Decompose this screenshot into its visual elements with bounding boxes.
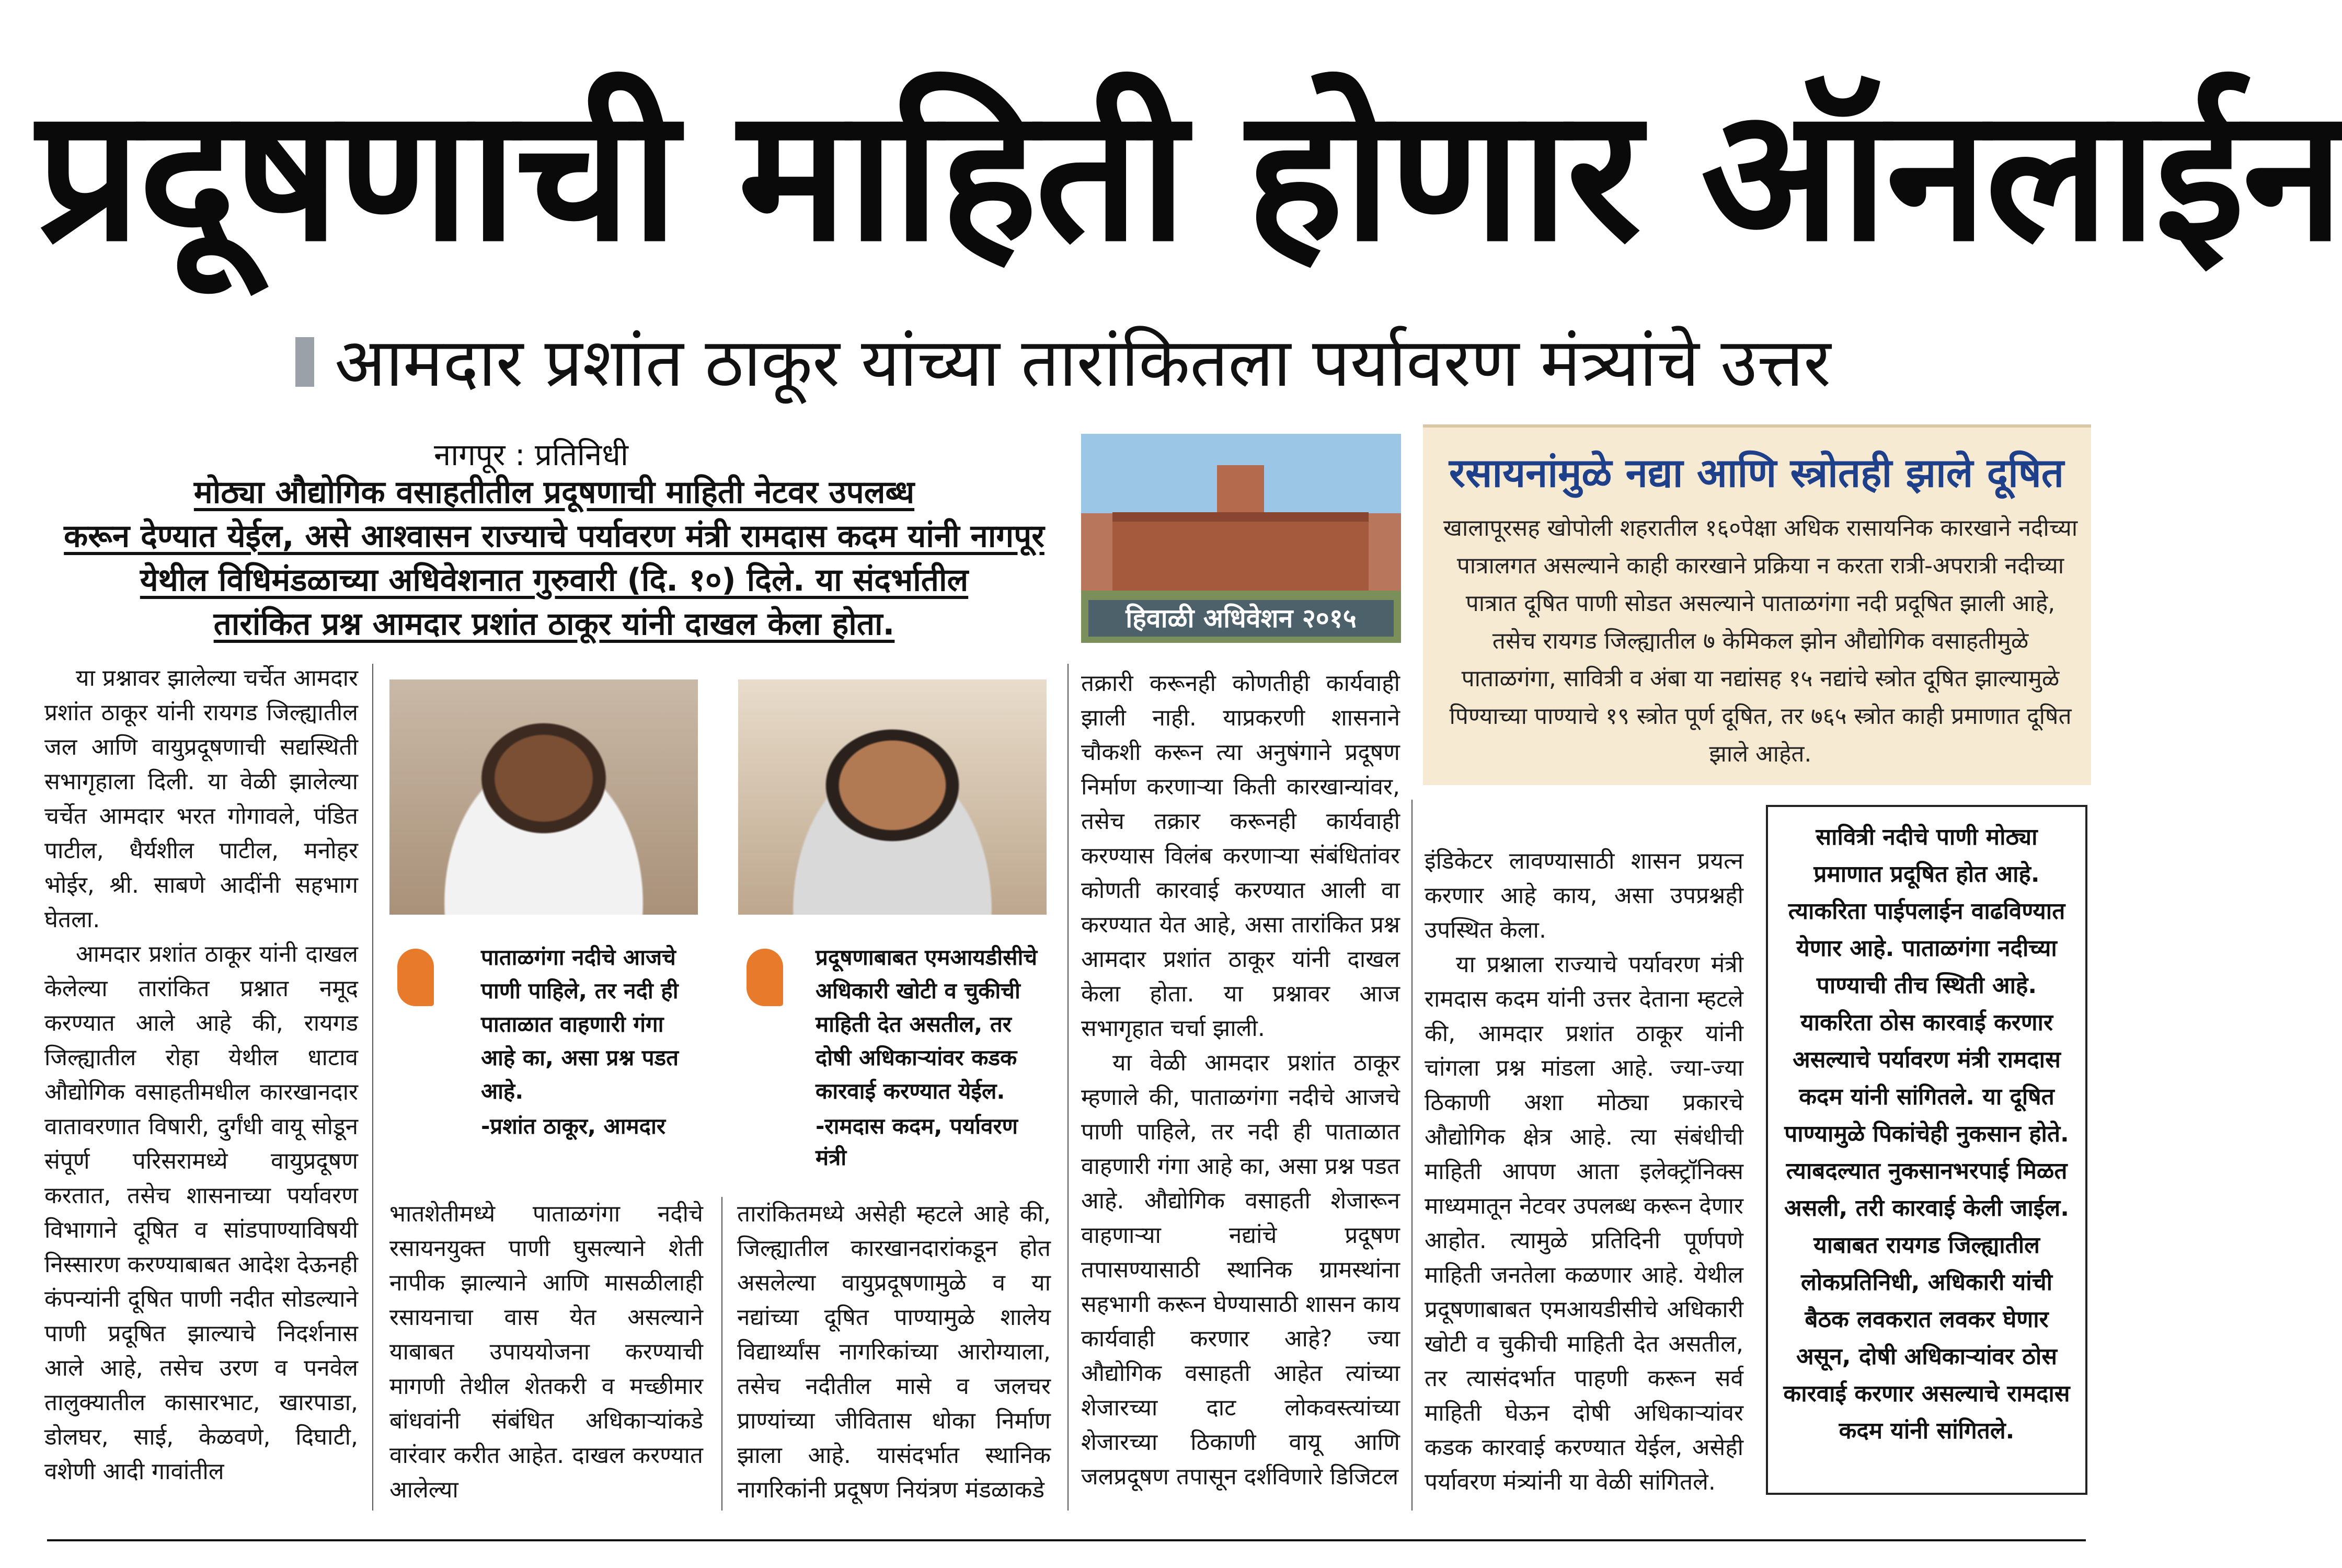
paragraph: तक्रारी करूनही कोणतीही कार्यवाही झाली नाही. याप्रकरणी शासनाने चौकशी करून त्या अनुषंगाने प्रदूषण निर्माण करणाऱ्या किती कारखान्यांवर, तसेच तक्रार करूनही कार्यवाही करण्यास विलंब करणाऱ्या संबंधितांवर कोणती कारवाई करण्यात आली वा करण्यात येत आहे, असा तारांकित प्रश्न आमदार प्रशांत ठाकूर यांनी दाखल केला होता. या प्रश्नावर आज सभागृहात चर्चा झाली. — [1081, 670, 1400, 1042]
photo-prashant-thakur — [389, 679, 698, 915]
intro-line: येथील विधिमंडळाच्या अधिवेशनात गुरुवारी (दि. १०) दिले. या संदर्भातील — [140, 562, 969, 598]
article-column-3: तारांकितमध्ये असेही म्हटले आहे की, जिल्ह्यातील कारखानदारांकडून होत असलेल्या वायुप्रदूषणामुळे व या नद्यांच्या दूषित पाण्यामुळे शालेय विद्यार्थ्यांस नागरिकांच्या आरोग्याला, तसेच नदीतील मासे व जलचर प्राण्यांच्या जीवितास धोका निर्माण झाला आहे. यासंदर्भात स्थानिक नागरिकांनी प्रदूषण नियंत्रण मंडळाकडे — [737, 1201, 1051, 1503]
photo-assembly-building — [1081, 434, 1401, 643]
sidebar-body: खालापूरसह खोपोली शहरातील १६०पेक्षा अधिक रासायनिक कारखाने नदीच्या पात्रालगत असल्याने काही कारखाने प्रक्रिया न करता रात्री-अपरात्री नदीच्या पात्रात दूषित पाणी सोडत असल्याने पाताळगंगा नदी प्रदूषित झाली आहे, तसेच रायगड जिल्ह्यातील ७ केमिकल झोन औद्योगिक वसाहतीमुळे पाताळगंगा, सावित्री व अंबा या नद्यांसह १५ नद्यांचे स्त्रोत दूषित झाल्यामुळे पिण्याच्या पाण्याचे १९ स्त्रोत पूर्ण दूषित, तर ७६५ स्त्रोत काही प्रमाणात दूषित झाले आहेत. — [1443, 515, 2078, 767]
column-rule — [721, 1197, 722, 1511]
article-column-2: भातशेतीमध्ये पाताळगंगा नदीचे रसायनयुक्त पाणी घुसल्याने शेती नापीक झाल्याने आणि मासळीलाही रसायनाचा वास येत असल्याने याबाबत उपाययोजना करण्याची मागणी तेथील शेतकरी व मच्छीमार बांधवांनी संबंधित अधिकाऱ्यांकडे वारंवार करीत आहेत. दाखल करण्यात आलेल्या — [389, 1201, 703, 1503]
headline: प्रदूषणाची माहिती होणार ऑनलाईन — [37, 68, 2342, 282]
intro-line: मोठ्या औद्योगिक वसाहतीतील प्रदूषणाची माहिती नेटवर उपलब्ध — [193, 474, 915, 511]
column-rule — [1411, 800, 1413, 1511]
article-column-1 — [44, 661, 358, 1513]
paragraph: इंडिकेटर लावण्यासाठी शासन प्रयत्न करणार आहे काय, असा उपप्रश्नही उपस्थित केला. — [1425, 848, 1743, 943]
quote-attribution: -रामदास कदम, पर्यावरण मंत्री — [816, 1113, 1018, 1170]
photo-caption: हिवाळी अधिवेशन २०१५ — [1088, 600, 1394, 637]
paragraph: या प्रश्नाला राज्याचे पर्यावरण मंत्री रामदास कदम यांनी उत्तर देताना म्हटले की, आमदार प्रशांत ठाकूर यांनी चांगला प्रश्न मांडला आहे. ज्या-ज्या ठिकाणी अशा मोठ्या प्रकारचे औद्योगिक क्षेत्र आहे. त्या संबंधीची माहिती आपण आता इलेक्ट्रॉनिक्स माध्यमातून नेटवर उपलब्ध करून देणार आहोत. त्यामुळे प्रतिदिनी पूर्णपणे माहिती जनतेला कळणार आहे. येथील प्रदूषणाबाबत एमआयडीसीचे अधिकारी खोटी व चुकीची माहिती देत असतील, तर त्यासंदर्भात पाहणी करून सर्व माहिती घेऊन दोषी अधिकाऱ्यांवर कडक कारवाई करण्यात येईल, असेही पर्यावरण मंत्र्यांनी या वेळी सांगितले. — [1425, 951, 1743, 1495]
intro-line: तारांकित प्रश्न आमदार प्रशांत ठाकूर यांनी दाखल केला होता. — [213, 606, 895, 642]
quote-attribution: -प्रशांत ठाकूर, आमदार — [481, 1113, 666, 1139]
boxed-note: सावित्री नदीचे पाणी मोठ्या प्रमाणात प्रदूषित होत आहे. त्याकरिता पाईपलाईन वाढविण्यात येणार आहे. पाताळगंगा नदीच्या पाण्याची तीच स्थिती आहे. याकरिता ठोस कारवाई करणार असल्याचे पर्यावरण मंत्री रामदास कदम यांनी सांगितले. या दूषित पाण्यामुळे पिकांचेही नुकसान होते. त्याबदल्यात नुकसानभरपाई मिळत असली, तरी कारवाई केली जाईल. याबाबत रायगड जिल्ह्यातील लोकप्रतिनिधी, अधिकारी यांची बैठक लवकरात लवकर घेणार असून, दोषी अधिकाऱ्यांवर ठोस कारवाई करणार असल्याचे रामदास कदम यांनी सांगितले. — [1766, 805, 2087, 1495]
paragraph: आमदार प्रशांत ठाकूर यांनी दाखल केलेल्या तारांकित प्रश्नात नमूद करण्यात आले आहे की, रायगड जिल्ह्यातील रोहा येथील धाटाव औद्योगिक वसाहतीमधील कारखानदार वातावरणात विषारी, दुर्गंधी वायू सोडून संपूर्ण परिसरामध्ये वायुप्रदूषण करतात, तसेच शासनाच्या पर्यावरण विभागाने दूषित व सांडपाण्याविषयी निस्सारण करण्याबाबत आदेश देऊनही कंपन्यांनी दूषित पाणी नदीत सोडल्याने पाणी प्रदूषित झाल्याचे निदर्शनास आले आहे, तसेच उरण व पनवेल तालुक्यातील कासारभाट, खारपाडा, डोलघर, साई, केळवणे, दिघाटी, वशेणी आदी गावांतील — [44, 941, 358, 1485]
article-column-4 — [1081, 666, 1400, 1516]
column-rule — [1067, 664, 1069, 1511]
subheadline: आमदार प्रशांत ठाकूर यांच्या तारांकितला पर्यावरण मंत्र्यांचे उत्तर — [335, 324, 1831, 402]
photo-ramdas-kadam — [738, 679, 1047, 915]
paragraph: या प्रश्नावर झालेल्या चर्चेत आमदार प्रशांत ठाकूर यांनी रायगड जिल्ह्यातील जल आणि वायुप्रदूषणाची सद्यस्थिती सभागृहाला दिली. या वेळी झालेल्या चर्चेत आमदार भरत गोगावले, पंडित पाटील, धैर्यशील पाटील, मनोहर भोईर, श्री. साबणे आदींनी सहभाग घेतला. — [44, 665, 358, 933]
sidebar-title: रसायनांमुळे नद्या आणि स्त्रोतही झाले दूषित — [1449, 449, 2064, 496]
quote-icon — [397, 949, 434, 1006]
dateline: नागपूर : प्रतिनिधी — [434, 437, 628, 472]
subhead-marker — [295, 337, 314, 387]
column-rule — [372, 664, 373, 1511]
intro — [42, 470, 1066, 648]
bottom-rule — [47, 1539, 2086, 1541]
paragraph: या वेळी आमदार प्रशांत ठाकूर म्हणाले की, पाताळगंगा नदीचे आजचे पाणी पाहिले, तर नदी ही पाताळात वाहणारी गंगा आहे का, असा प्रश्न पडत आहे. औद्योगिक वसाहती शेजारून वाहणाऱ्या नद्यांचे प्रदूषण तपासण्यासाठी स्थानिक ग्रामस्थांना सहभागी करून घेण्यासाठी शासन काय कार्यवाही करणार आहे? ज्या औद्योगिक वसाहती आहेत त्यांच्या शेजारच्या दाट लोकवस्त्यांच्या शेजारच्या ठिकाणी वायू आणि जलप्रदूषण तपासून दर्शविणारे डिजिटल — [1081, 1050, 1400, 1490]
article-column-5 — [1425, 844, 1743, 1516]
building-facade — [1112, 512, 1369, 591]
intro-line: करून देण्यात येईल, असे आश्वासन राज्याचे पर्यावरण मंत्री रामदास कदम यांनी नागपूर — [64, 518, 1044, 555]
quote-text: पाताळगंगा नदीचे आजचे पाणी पाहिले, तर नदी ही पाताळात वाहणारी गंगा आहे का, असा प्रश्न पडत आहे. — [481, 944, 679, 1104]
quote-icon — [747, 949, 783, 1006]
quote-text: प्रदूषणाबाबत एमआयडीसीचे अधिकारी खोटी व चुकीची माहिती देत असतील, तर दोषी अधिकाऱ्यांवर कडक कारवाई करण्यात येईल. — [816, 944, 1038, 1104]
